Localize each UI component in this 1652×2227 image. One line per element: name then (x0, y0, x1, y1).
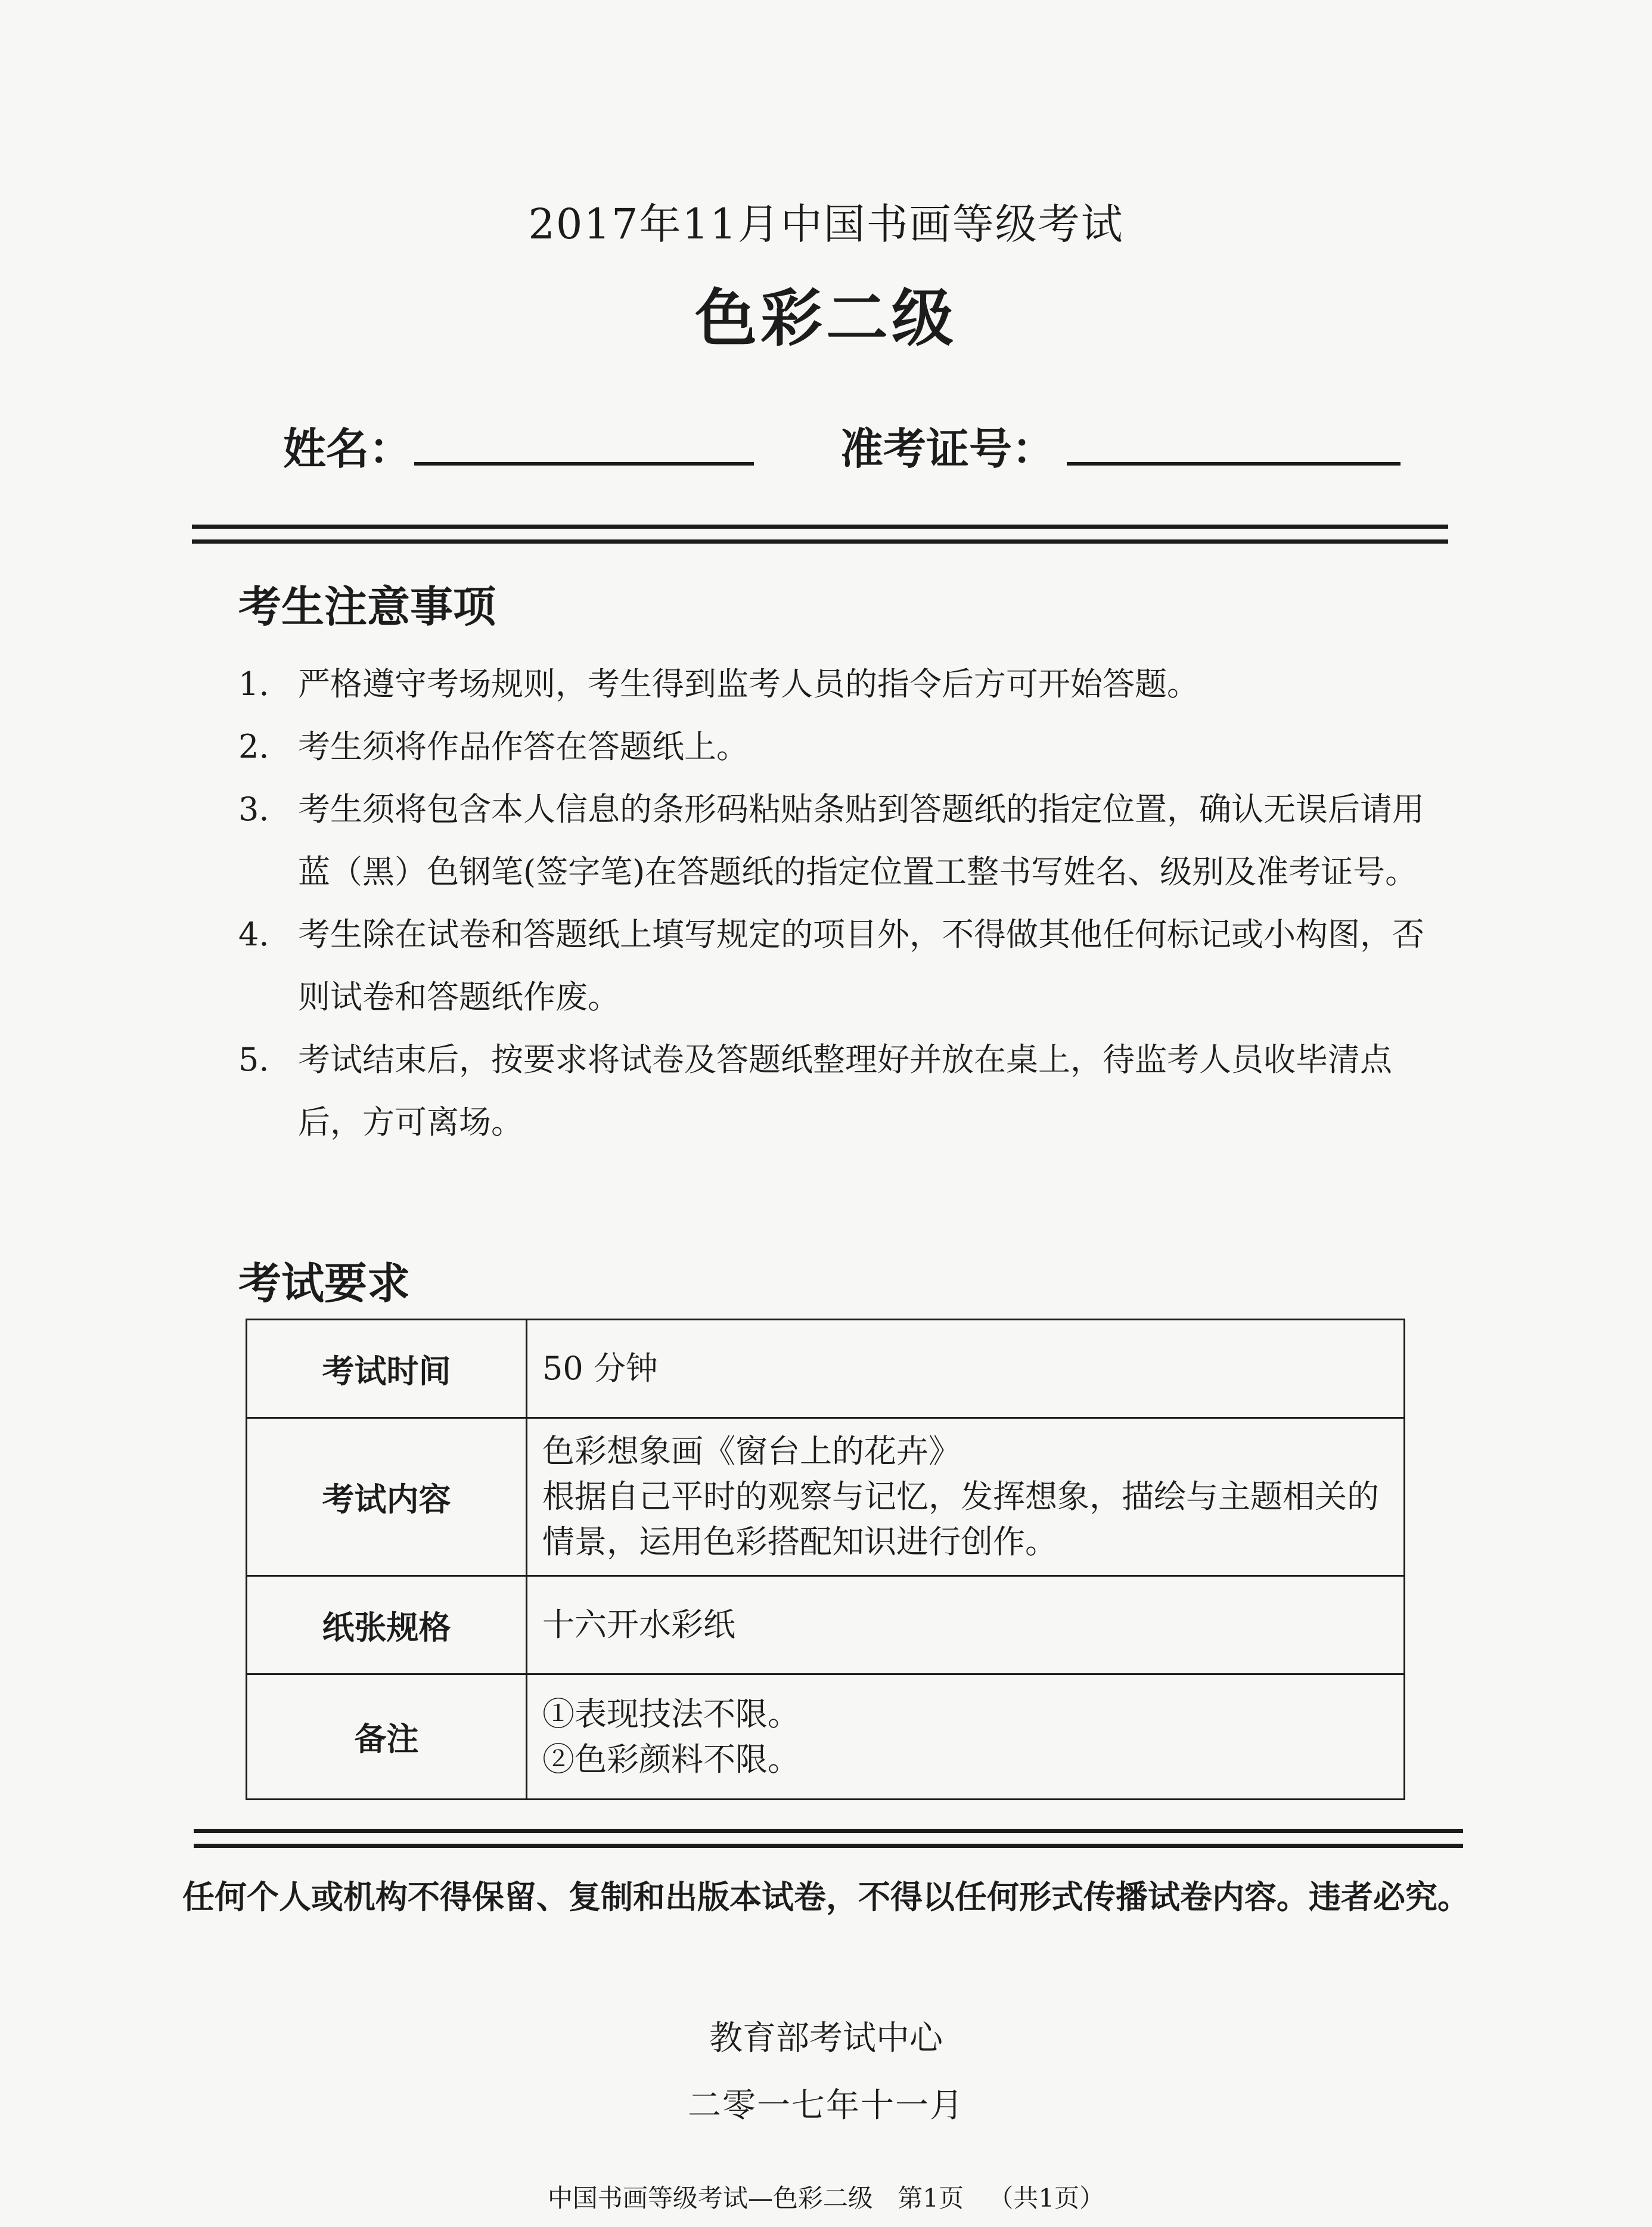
table-row-value (527, 1418, 1405, 1576)
table-row (247, 1418, 1405, 1576)
exam-id-label: 准考证号： (840, 423, 1055, 474)
notice-item (238, 903, 1430, 1028)
value-line: ②色彩颜料不限。 (542, 1740, 800, 1778)
table-row (247, 1576, 1405, 1674)
notice-list (238, 653, 1430, 1153)
notice-text: 严格遵守考场规则，考生得到监考人员的指令后方可开始答题。 (298, 665, 1199, 703)
table-row-label: 备注 (247, 1674, 527, 1800)
exam-title: 2017年11月中国书画等级考试 (528, 200, 1124, 249)
notice-text: 考试结束后，按要求将试卷及答题纸整理好并放在桌上，待监考人员收毕清点后，方可离场。 (298, 1041, 1392, 1141)
notice-item (238, 715, 1430, 778)
copyright-notice: 任何个人或机构不得保留、复制和出版本试卷，不得以任何形式传播试卷内容。违者必究。 (182, 1878, 1470, 1916)
issue-date: 二零一七年十一月 (688, 2086, 964, 2125)
requirements-heading: 考试要求 (238, 1258, 411, 1308)
requirements-table (246, 1319, 1405, 1800)
table-row (247, 1674, 1405, 1800)
footer-exam-name: 中国书画等级考试—色彩二级 (547, 2183, 873, 2213)
exam-subtitle: 色彩二级 (694, 281, 957, 355)
notice-number: 4. (238, 916, 269, 953)
table-row-label: 纸张规格 (247, 1576, 527, 1674)
notice-number: 3. (238, 790, 269, 828)
name-blank-line (414, 462, 754, 466)
value-line: 色彩想象画《窗台上的花卉》 (542, 1432, 961, 1470)
notice-item (238, 653, 1430, 715)
footer-page-number: 第1页 (898, 2183, 964, 2213)
table-row-value (527, 1320, 1405, 1418)
notices-heading: 考生注意事项 (238, 581, 496, 632)
notice-text: 考生须将作品作答在答题纸上。 (298, 728, 749, 765)
notice-text: 考生须将包含本人信息的条形码粘贴条贴到答题纸的指定位置，确认无误后请用蓝（黑）色钢笔(签字笔)在答题纸的指定位置工整书写姓名、级别及准考证号。 (298, 790, 1424, 891)
name-label: 姓名： (283, 423, 412, 474)
value-line: ①表现技法不限。 (542, 1695, 800, 1733)
value-line: 十六开水彩纸 (542, 1606, 735, 1643)
exam-id-blank-line (1067, 462, 1401, 466)
notice-text: 考生除在试卷和答题纸上填写规定的项目外，不得做其他任何标记或小构图，否则试卷和答题纸作废。 (298, 916, 1424, 1016)
issuer-org: 教育部考试中心 (709, 2019, 943, 2058)
page-footer (0, 2179, 1652, 2214)
value-line: 根据自己平时的观察与记忆，发挥想象，描绘与主题相关的情景，运用色彩搭配知识进行创作。 (542, 1478, 1379, 1561)
notice-number: 2. (238, 728, 269, 765)
table-row-label: 考试时间 (247, 1320, 527, 1418)
table-row (247, 1320, 1405, 1418)
table-row-label: 考试内容 (247, 1418, 527, 1576)
table-row-value (527, 1576, 1405, 1674)
notice-number: 5. (238, 1041, 269, 1078)
footer-page-total: （共1页） (988, 2183, 1105, 2213)
bottom-double-rule (194, 1829, 1463, 1848)
notice-item (238, 778, 1430, 903)
notice-item (238, 1028, 1430, 1153)
top-double-rule (192, 525, 1448, 544)
notice-number: 1. (238, 665, 269, 703)
value-line: 50 分钟 (542, 1350, 658, 1387)
table-row-value (527, 1674, 1405, 1800)
